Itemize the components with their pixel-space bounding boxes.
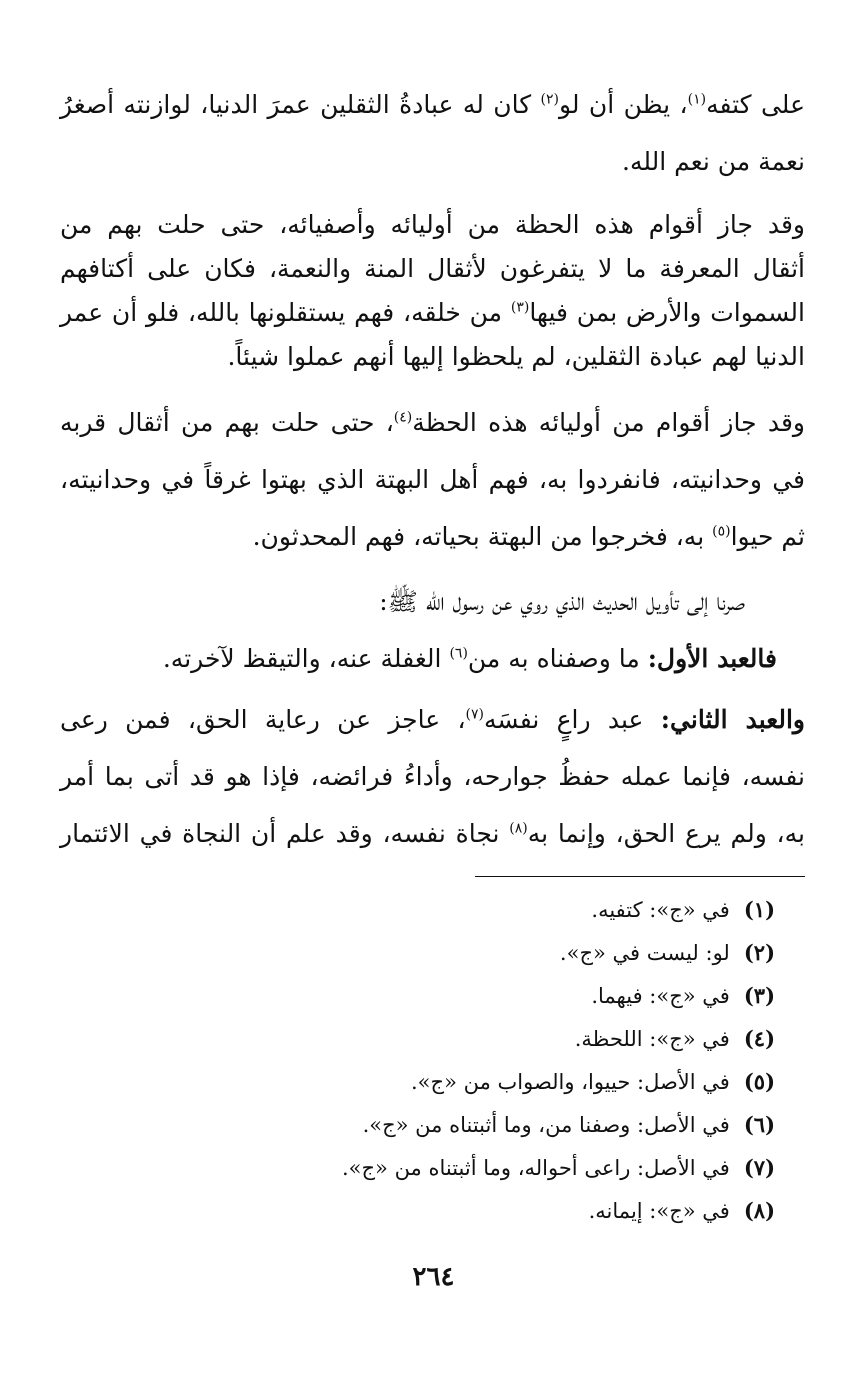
footnote-ref: (١): [687, 91, 707, 108]
text-line: [60, 817, 805, 851]
footnote-ref: (٨): [509, 820, 528, 837]
footnote: [75, 895, 775, 925]
text-line: صرنا إلى تأويل الحديث الذي روي عن رسول الله ﷺ:: [379, 587, 745, 616]
footnote-number: (٨): [743, 1198, 775, 1223]
footnote-separator: [475, 876, 805, 877]
footnote-text: لو: ليست في «ج».: [559, 941, 730, 965]
footnote-text: في «ج»: اللحظة.: [574, 1027, 730, 1051]
footnote-text: في الأصل: وصفنا من، وما أثبتناه من «ج».: [362, 1113, 730, 1137]
footnote-ref: (٤): [393, 409, 413, 426]
footnote-ref: (٢): [540, 91, 559, 108]
text-run: عبد راعٍ نفسَه: [484, 705, 661, 734]
text-run: نجاة نفسه، وقد علم أن النجاة في الائتمار: [60, 819, 510, 848]
page-number: ٢٦٤: [412, 1262, 455, 1292]
footnote-number: (٧): [743, 1155, 775, 1180]
footnote-ref: (٦): [449, 645, 468, 662]
text-line: الدنيا لهم عبادة الثقلين، لم يلحظوا إليها أنهم عملوا شيئاً.: [227, 342, 805, 371]
footnote-text: في «ج»: إيمانه.: [588, 1199, 730, 1223]
text-line: نعمة من نعم الله.: [622, 147, 805, 176]
footnote-ref: (٧): [465, 706, 485, 723]
text-line: [60, 296, 805, 330]
footnote-number: (٦): [743, 1112, 775, 1137]
footnote-number: (٥): [743, 1069, 775, 1094]
footnote: [75, 1024, 775, 1054]
text-run: ، عاجز عن رعاية الحق، فمن رعى: [60, 705, 466, 734]
bold-heading: والعبد الثاني:: [660, 705, 805, 734]
footnote: [75, 981, 775, 1011]
footnote-text: في الأصل: حييوا، والصواب من «ج».: [410, 1070, 730, 1094]
text-line: في وحدانيته، فانفردوا به، فهم أهل البهتة الذي بهتوا غرقاً في وحدانيته،: [60, 465, 805, 494]
text-run: به، ولم يرع الحق، وإنما به: [527, 819, 805, 848]
footnote-text: في «ج»: كتفيه.: [591, 898, 730, 922]
text-line: نفسه، فإنما عمله حفظُ جوارحه، وأداءُ فرائضه، فإذا هو قد أتى بما أمر: [60, 762, 805, 791]
footnote: [75, 1110, 775, 1140]
bold-heading: فالعبد الأول:: [647, 644, 777, 673]
text-line: [60, 88, 805, 122]
text-run: على كتفه: [706, 90, 805, 119]
text-line: أثقال المعرفة ما لا يتفرغون لأثقال المنة والنعمة، فكان على أكتافهم: [60, 254, 805, 283]
text-line: وقد جاز أقوام هذه الحظة من أوليائه وأصفيائه، حتى حلت بهم من: [60, 210, 805, 239]
text-run: وقد جاز أقوام من أوليائه هذه الحظة: [412, 408, 805, 437]
footnote: [75, 1067, 775, 1097]
footnote: [75, 1153, 775, 1183]
footnote-number: (٤): [743, 1026, 775, 1051]
footnote-number: (١): [743, 897, 775, 922]
footnote-text: في «ج»: فيهما.: [591, 984, 730, 1008]
text-line: [60, 642, 777, 676]
footnote-ref: (٣): [510, 299, 530, 316]
footnote: [75, 938, 775, 968]
footnote-number: (٢): [743, 940, 775, 965]
text-line: [60, 703, 805, 737]
footnote-ref: (٥): [712, 523, 731, 540]
text-run: ثم حيوا: [730, 522, 805, 551]
text-line: [60, 406, 805, 440]
text-run: من خلقه، فهم يستقلونها بالله، فلو أن عمر: [60, 298, 511, 327]
footnote-text: في الأصل: راعى أحواله، وما أثبتناه من «ج».: [341, 1156, 730, 1180]
footnote-number: (٣): [743, 983, 775, 1008]
text-run: ، حتى حلت بهم من أثقال قربه: [60, 408, 394, 437]
text-run: كان له عبادةُ الثقلين عمرَ الدنيا، لوازنته أصغرُ: [60, 90, 541, 119]
text-run: الغفلة عنه، والتيقظ لآخرته.: [162, 644, 450, 673]
text-run: ، يظن أن لو: [558, 90, 688, 119]
text-run: السموات والأرض بمن فيها: [529, 298, 805, 327]
text-run: به، فخرجوا من البهتة بحياته، فهم المحدثون.: [252, 522, 713, 551]
footnote: [75, 1196, 775, 1226]
text-run: ما وصفناه به من: [467, 644, 648, 673]
text-line: [60, 520, 805, 554]
